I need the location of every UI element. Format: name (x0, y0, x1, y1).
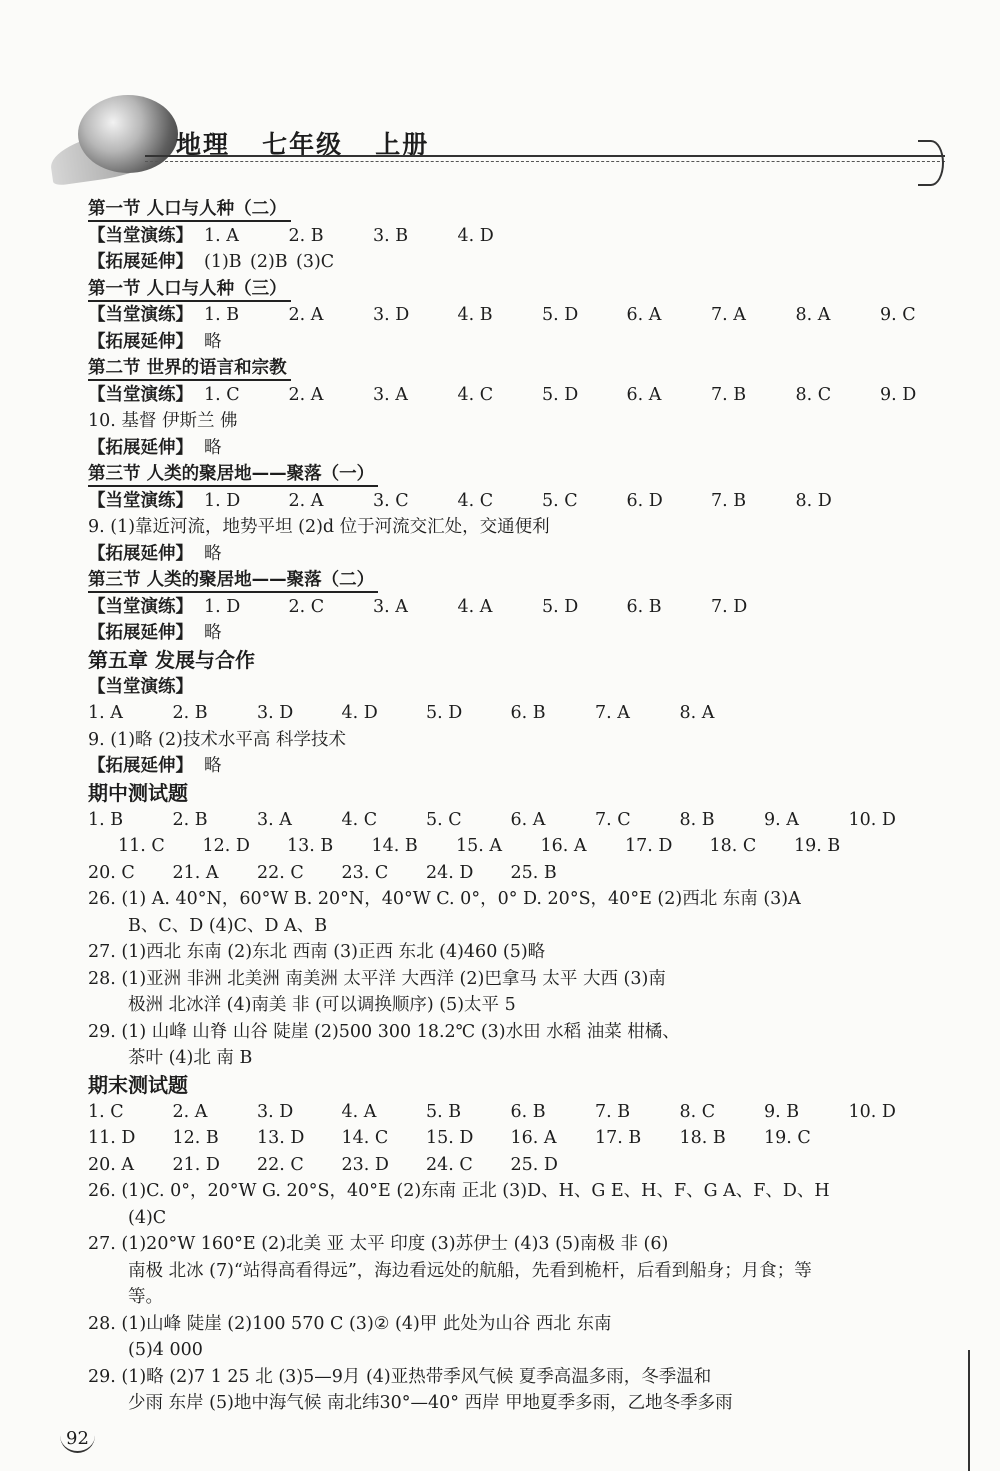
answer-text: 29. (1)略 (2)7 1 25 北 (3)5—9月 (4)亚热带季风气候 夏季高温多雨，冬季温和 (88, 1366, 712, 1387)
answer-item: 19. C (764, 1128, 811, 1148)
answer-line (88, 1390, 928, 1417)
answer-line (88, 727, 928, 754)
answer-line (88, 1072, 928, 1099)
answer-label: 【拓展延伸】 (88, 252, 193, 272)
answer-item: 10. D (848, 1101, 896, 1122)
answer-item: 3. D (257, 1101, 294, 1122)
answer-text: 26. (1) A. 40°N，60°W B. 20°N，40°W C. 0°，0° D. 20°S，40°E (2)西北 东南 (3)A (88, 889, 801, 909)
answer-text: 10. 基督 伊斯兰 佛 (88, 411, 238, 431)
answer-item: 10. D (848, 809, 896, 830)
answer-item: 3. D (257, 703, 294, 723)
answer-text: 28. (1)亚洲 非洲 北美洲 南美洲 太平洋 大西洋 (2)巴拿马 太平 大西 (3)南 (88, 968, 666, 989)
answer-line (88, 594, 928, 621)
answer-item: 7. C (595, 809, 631, 830)
answer-label: 【拓展延伸】 (88, 437, 193, 458)
answer-item: 4. C (341, 809, 378, 830)
answer-text: 略 (204, 543, 222, 564)
answer-line (88, 647, 928, 674)
answer-item: 20. A (88, 1154, 135, 1175)
answer-item: 8. A (795, 305, 831, 325)
answer-line (88, 514, 928, 541)
answer-item: 2. A (288, 384, 324, 405)
answer-label: 【当堂演练】 (88, 490, 193, 511)
answer-item: 8. C (679, 1101, 716, 1122)
answer-line (88, 567, 928, 594)
answer-text: (5)4 000 (128, 1340, 203, 1360)
answer-line (88, 939, 928, 966)
answer-line (88, 780, 928, 807)
answer-text: 9. (1)略 (2)技术水平高 科学技术 (88, 729, 346, 750)
answer-line (88, 1231, 928, 1258)
answer-item: 22. C (257, 862, 304, 883)
answer-item: 6. B (510, 1101, 546, 1122)
answer-item: 8. D (795, 490, 832, 511)
answer-item: 3. D (373, 305, 410, 325)
answer-item: 5. D (542, 596, 579, 617)
answer-line (88, 1205, 928, 1232)
answer-label: 【当堂演练】 (88, 596, 193, 617)
answer-item: 14. C (341, 1128, 389, 1148)
answer-item: 3. A (257, 809, 292, 830)
answer-line (88, 249, 928, 276)
answer-line (88, 1178, 928, 1205)
answer-label: 【拓展延伸】 (88, 331, 193, 352)
answer-text: 27. (1)西北 东南 (2)东北 西南 (3)正西 东北 (4)460 (5)略 (88, 942, 546, 962)
answer-line (88, 1099, 928, 1126)
answer-text: 略 (204, 623, 222, 643)
answer-item: 7. B (711, 490, 747, 511)
answer-item: 24. D (426, 862, 474, 883)
answer-text: 茶叶 (4)北 南 B (128, 1048, 253, 1068)
answer-item: 17. B (595, 1128, 642, 1148)
answer-item: 6. D (626, 490, 663, 511)
answer-item: 25. D (510, 1154, 558, 1175)
page-header (50, 95, 950, 190)
answer-item: 6. A (626, 305, 662, 325)
answer-label: 【拓展延伸】 (88, 623, 193, 643)
answer-item: 8. B (679, 809, 715, 830)
header-curl-decoration (918, 140, 944, 186)
answer-line (88, 1311, 928, 1338)
answer-item: 11. C (118, 836, 165, 856)
section-title: 第二节 世界的语言和宗教 (88, 357, 291, 381)
answer-text: B、C、D (4)C、D A、B (128, 915, 328, 936)
answer-label: 【当堂演练】 (88, 305, 193, 325)
answer-item: 1. C (204, 384, 240, 405)
header-rule-dashed (145, 161, 945, 162)
answer-item: 4. B (457, 305, 493, 325)
answer-item: 5. D (426, 703, 463, 723)
answer-item: 18. B (679, 1128, 726, 1148)
answer-item: 9. A (764, 809, 799, 830)
answer-item: 4. A (341, 1101, 377, 1122)
answer-text: 略 (204, 331, 222, 352)
answer-line (88, 488, 928, 515)
answer-line (88, 1019, 928, 1046)
answer-line (88, 461, 928, 488)
answer-item: 2. B (288, 225, 324, 246)
answer-line (88, 541, 928, 568)
answer-label: 【当堂演练】 (88, 676, 193, 697)
answer-item: 15. D (426, 1128, 474, 1148)
answer-item: 4. A (457, 596, 493, 617)
answer-line (88, 700, 928, 727)
answer-item: 2. C (288, 596, 325, 617)
answer-line (88, 833, 928, 860)
answer-item: 14. B (371, 836, 418, 856)
answer-item: 8. C (795, 384, 832, 405)
answer-item: 5. B (426, 1101, 462, 1122)
header-rule (145, 155, 945, 157)
answer-text: 9. (1)靠近河流，地势平坦 (2)d 位于河流交汇处，交通便利 (88, 517, 550, 537)
answer-item: 1. B (204, 305, 240, 325)
answer-text: 略 (204, 437, 222, 458)
answer-item: 21. D (172, 1154, 220, 1175)
answer-line (88, 992, 928, 1019)
test-title: 期末测试题 (88, 1072, 188, 1097)
answer-line (88, 329, 928, 356)
answer-label: 【拓展延伸】 (88, 543, 193, 564)
answer-item: 13. D (257, 1128, 305, 1148)
answer-item: 5. D (542, 384, 579, 405)
answer-line (88, 886, 928, 913)
answer-item: 9. B (764, 1101, 800, 1122)
header-title: 地理 七年级 上册 (176, 130, 430, 159)
answer-text: 29. (1) 山峰 山脊 山谷 陡崖 (2)500 300 18.2℃ (3)水田 水稻 油菜 柑橘、 (88, 1021, 680, 1042)
answer-text: 等。 (128, 1287, 163, 1307)
answer-line (88, 223, 928, 250)
answer-item: 2. A (288, 490, 324, 511)
answer-text: 少雨 东岸 (5)地中海气候 南北纬30°—40° 西岸 甲地夏季多雨，乙地冬季多雨 (128, 1393, 733, 1413)
answer-line (88, 966, 928, 993)
answer-line (88, 1125, 928, 1152)
test-title: 期中测试题 (88, 780, 188, 805)
answer-label: 【当堂演练】 (88, 225, 193, 246)
answer-item: 3. A (373, 596, 408, 617)
answer-label: 【拓展延伸】 (88, 756, 193, 776)
answer-line (88, 674, 928, 701)
answer-text: 略 (204, 756, 222, 776)
answer-item: 16. A (510, 1128, 557, 1148)
answer-item: 6. A (626, 384, 662, 405)
answer-item: 19. B (794, 836, 841, 856)
answer-item: 4. D (457, 225, 494, 246)
answer-item: 4. C (457, 384, 494, 405)
answer-line (88, 1152, 928, 1179)
answer-item: 3. A (373, 384, 408, 405)
page-number: 92 (60, 1428, 95, 1453)
answer-item: 3. B (373, 225, 409, 246)
answer-item: 18. C (709, 836, 757, 856)
answer-item: (3)C (296, 252, 335, 272)
answer-item: 2. A (288, 305, 324, 325)
answer-line (88, 435, 928, 462)
answer-line (88, 620, 928, 647)
answer-item: 1. A (88, 703, 123, 723)
answer-item: 9. C (880, 305, 916, 325)
answer-item: 15. A (456, 836, 503, 856)
chapter-title: 第五章 发展与合作 (88, 647, 255, 672)
answer-item: 24. C (426, 1154, 473, 1175)
answer-line (88, 913, 928, 940)
answer-item: 3. C (373, 490, 409, 511)
answer-item: 20. C (88, 862, 135, 883)
answer-line (88, 355, 928, 382)
answer-item: 1. B (88, 809, 124, 830)
answer-item: 22. C (257, 1154, 304, 1175)
answer-line (88, 276, 928, 303)
answer-item: 11. D (88, 1128, 136, 1148)
answer-text: 26. (1)C. 0°，20°W G. 20°S，40°E (2)东南 正北 (3)D、H、G E、H、F、G A、F、D、H (88, 1181, 830, 1201)
answer-item: 9. D (880, 384, 917, 405)
answer-item: 4. D (341, 703, 378, 723)
answer-item: 7. A (595, 703, 630, 723)
answer-text: 南极 北冰 (7)“站得高看得远”，海边看远处的航船，先看到桅杆，后看到船身；月食；等 (128, 1260, 812, 1281)
answer-line (88, 196, 928, 223)
answer-text: 极洲 北冰洋 (4)南美 非 (可以调换顺序) (5)太平 5 (128, 995, 516, 1015)
section-title: 第三节 人类的聚居地——聚落（一） (88, 463, 378, 487)
section-title: 第一节 人口与人种（三） (88, 278, 291, 302)
answer-item: 25. B (510, 862, 557, 883)
answer-item: 7. D (711, 596, 748, 617)
answer-item: 2. A (172, 1101, 208, 1122)
answer-item: 23. D (341, 1154, 389, 1175)
answer-content (88, 196, 928, 1417)
answer-item: 6. B (626, 596, 662, 617)
section-title: 第三节 人类的聚居地——聚落（二） (88, 569, 378, 593)
answer-item: 21. A (172, 862, 219, 883)
answer-item: 5. C (542, 490, 578, 511)
answer-item: 6. B (510, 703, 546, 723)
answer-text: 28. (1)山峰 陡崖 (2)100 570 C (3)② (4)甲 此处为山谷 西北 东南 (88, 1313, 612, 1334)
answer-line (88, 1364, 928, 1391)
answer-item: 23. C (341, 862, 389, 883)
answer-item: 1. D (204, 596, 241, 617)
answer-item: 2. B (172, 809, 208, 830)
answer-item: 13. B (287, 836, 334, 856)
answer-item: 5. D (542, 305, 579, 325)
answer-item: 5. C (426, 809, 462, 830)
answer-line (88, 807, 928, 834)
answer-item: 7. A (711, 305, 746, 325)
answer-text: 27. (1)20°W 160°E (2)北美 亚 太平 印度 (3)苏伊士 (4)3 (5)南极 非 (6) (88, 1234, 669, 1254)
answer-line (88, 302, 928, 329)
answer-item: 6. A (510, 809, 546, 830)
answer-item: 4. C (457, 490, 494, 511)
answer-item: 8. A (679, 703, 715, 723)
answer-text: (4)C (128, 1207, 167, 1228)
answer-item: 7. B (595, 1101, 631, 1122)
answer-item: 1. C (88, 1101, 124, 1122)
answer-line (88, 860, 928, 887)
answer-item: 12. D (202, 836, 250, 856)
answer-item: 1. A (204, 225, 239, 246)
margin-rule (968, 1350, 970, 1471)
answer-line (88, 408, 928, 435)
answer-line (88, 1045, 928, 1072)
answer-item: 2. B (172, 703, 208, 723)
answer-label: 【当堂演练】 (88, 384, 193, 405)
answer-item: 16. A (540, 836, 587, 856)
answer-line (88, 753, 928, 780)
answer-line (88, 1284, 928, 1311)
answer-line (88, 1337, 928, 1364)
answer-item: (1)B (204, 252, 242, 272)
section-title: 第一节 人口与人种（二） (88, 198, 291, 222)
answer-item: 7. B (711, 384, 747, 405)
answer-item: 17. D (625, 836, 673, 856)
answer-item: 12. B (172, 1128, 219, 1148)
answer-item: (2)B (250, 252, 288, 272)
answer-line (88, 382, 928, 409)
answer-line (88, 1258, 928, 1285)
answer-item: 1. D (204, 490, 241, 511)
